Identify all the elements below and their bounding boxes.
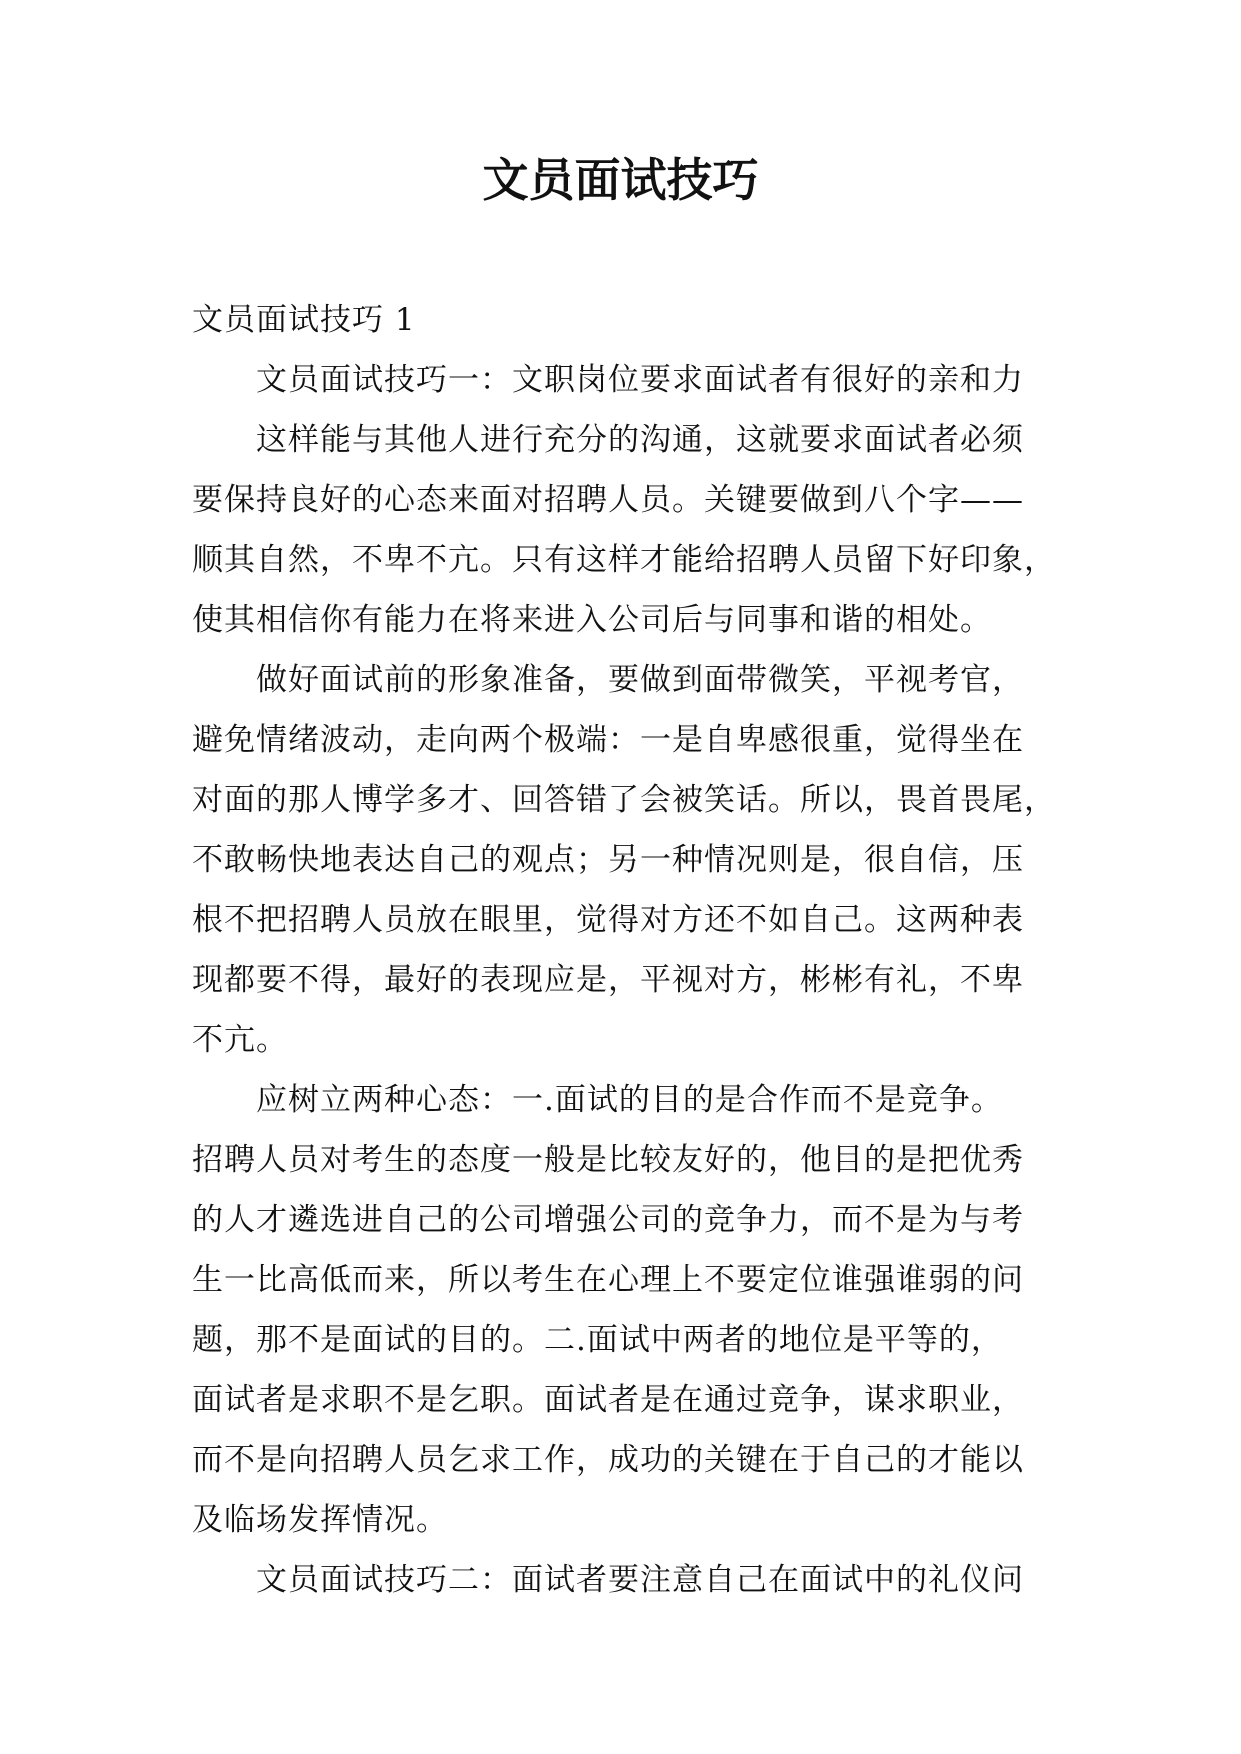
- text-line: 现都要不得，最好的表现应是，平视对方，彬彬有礼，不卑: [192, 962, 1024, 998]
- text-line: 避免情绪波动，走向两个极端：一是自卑感很重，觉得坐在: [192, 722, 1024, 758]
- text-line: 根不把招聘人员放在眼里，觉得对方还不如自己。这两种表: [192, 902, 1024, 938]
- text-line: 对面的那人博学多才、回答错了会被笑话。所以，畏首畏尾，: [192, 782, 1056, 818]
- paragraph-lines: [192, 350, 1056, 1610]
- text-line: 面试者是求职不是乞职。面试者是在通过竞争，谋求职业，: [192, 1382, 1024, 1418]
- text-line: 要保持良好的心态来面对招聘人员。关键要做到八个字——: [192, 482, 1024, 518]
- text-line: 招聘人员对考生的态度一般是比较友好的，他目的是把优秀: [192, 1142, 1024, 1178]
- text-line: 做好面试前的形象准备，要做到面带微笑，平视考官，: [256, 662, 1024, 698]
- text-line: 应树立两种心态：一.面试的目的是合作而不是竞争。: [256, 1082, 1003, 1118]
- text-line: 顺其自然，不卑不亢。只有这样才能给招聘人员留下好印象，: [192, 542, 1056, 578]
- text-line: 的人才遴选进自己的公司增强公司的竞争力，而不是为与考: [192, 1202, 1024, 1238]
- document-title: 文员面试技巧: [482, 153, 759, 207]
- text-line: 这样能与其他人进行充分的沟通，这就要求面试者必须: [256, 422, 1024, 458]
- text-line: 文员面试技巧一：文职岗位要求面试者有很好的亲和力: [256, 362, 1024, 398]
- section-heading: 文员面试技巧 1: [192, 302, 416, 338]
- text-line: 使其相信你有能力在将来进入公司后与同事和谐的相处。: [192, 602, 992, 638]
- text-line: 生一比高低而来，所以考生在心理上不要定位谁强谁弱的问: [192, 1262, 1024, 1298]
- text-line: 不亢。: [192, 1022, 288, 1058]
- text-line: 而不是向招聘人员乞求工作，成功的关键在于自己的才能以: [192, 1442, 1024, 1478]
- document-body: [192, 290, 1056, 1610]
- text-line: 及临场发挥情况。: [192, 1502, 448, 1538]
- text-line: 题，那不是面试的目的。二.面试中两者的地位是平等的，: [192, 1322, 1003, 1358]
- text-line: 文员面试技巧二：面试者要注意自己在面试中的礼仪问: [256, 1562, 1024, 1598]
- text-line: 不敢畅快地表达自己的观点；另一种情况则是，很自信，压: [192, 842, 1024, 878]
